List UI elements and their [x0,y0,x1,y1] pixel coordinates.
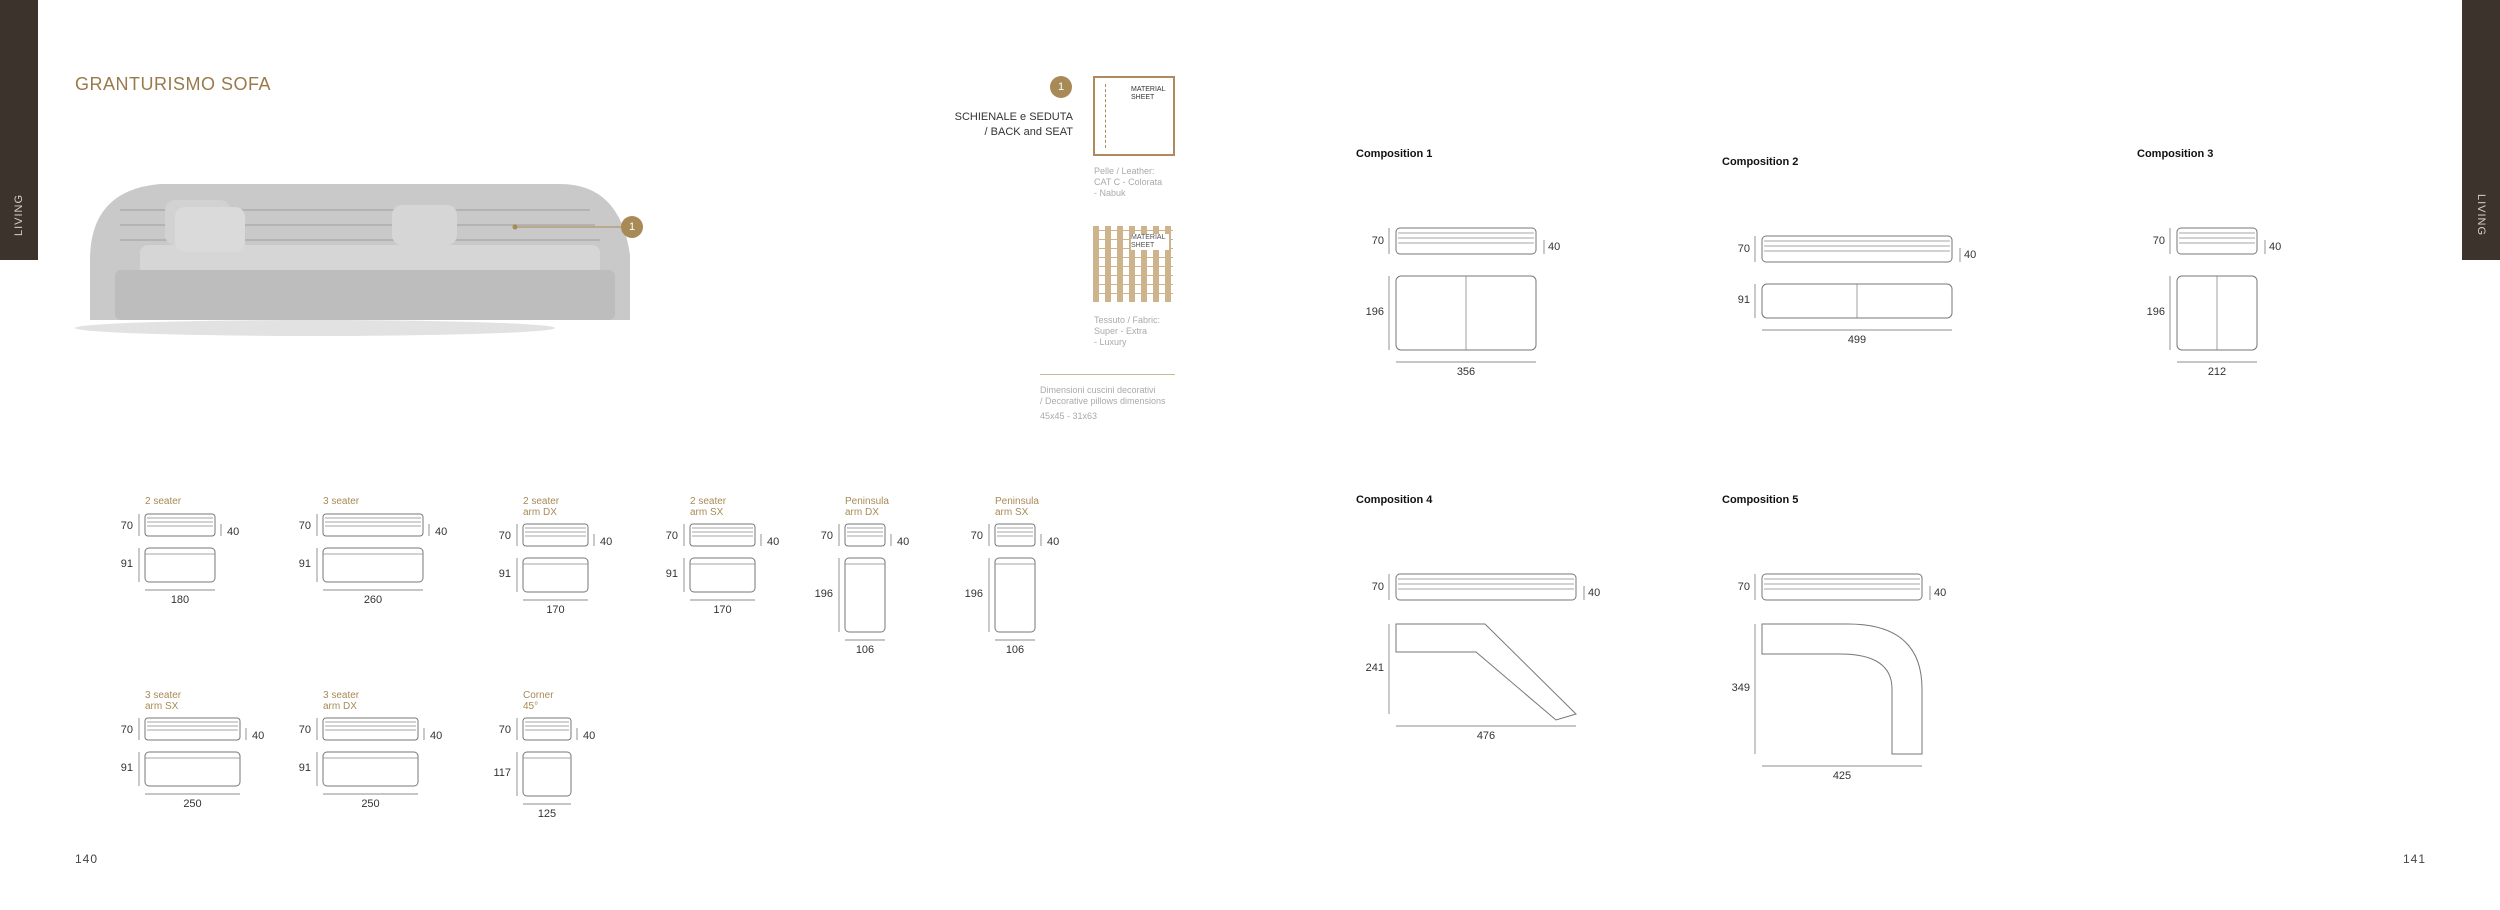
composition-title: Composition 1 [1356,148,1433,160]
module-name-line: Peninsula [845,496,889,507]
dim-seat: 40 [583,730,596,742]
dim-width: 170 [713,604,732,616]
composition-title: Composition 5 [1722,494,1799,506]
dim-seat: 40 [1964,249,1977,261]
dim-depth: 91 [665,568,678,580]
composition-drawing [1386,574,1606,774]
dim-depth: 196 [814,588,833,600]
dim-seat: 40 [600,536,613,548]
dim-width: 356 [1456,366,1476,378]
side-tab-label: LIVING [2475,193,2487,237]
composition-title: Composition 4 [1356,494,1433,506]
material-swatch-fabric[interactable] [1093,226,1173,302]
dim-height: 70 [498,530,511,542]
callout-label [955,110,1073,140]
dim-depth: 349 [1731,682,1750,694]
dim-seat: 40 [1588,587,1601,599]
material-sheet-label: MATERIAL SHEET [1131,234,1169,250]
dim-width: 425 [1832,770,1852,782]
module-name [145,690,181,712]
dim-width: 180 [170,594,190,606]
dim-depth: 91 [298,762,311,774]
side-tab-label: LIVING [13,193,25,237]
dim-width: 260 [363,594,383,606]
sofa-image [80,170,680,340]
module-name-line: 2 seater [523,496,560,507]
module-name [145,496,181,507]
dim-seat: 40 [1047,536,1060,548]
dim-depth: 91 [120,558,133,570]
module-name [690,496,726,518]
callout-label-line2: / BACK and SEAT [984,126,1073,138]
dim-width: 250 [183,798,202,810]
dim-depth: 91 [298,558,311,570]
dim-height: 70 [820,530,833,542]
dim-seat: 40 [435,526,448,538]
dim-seat: 40 [430,730,443,742]
dim-height: 70 [498,724,511,736]
module-name [323,690,359,712]
dim-seat: 40 [2269,241,2282,253]
side-tab-left [0,0,38,260]
dim-height: 70 [1371,235,1384,247]
dim-depth: 91 [120,762,133,774]
module-name-line: 2 seater [690,496,727,507]
dim-width: 170 [546,604,565,616]
dim-width: 125 [537,808,557,820]
material-caption-leather: Pelle / Leather: CAT C - Colorata - Nabuk [1094,166,1163,198]
module-name-line: arm SX [145,701,179,712]
material-caption-fabric: Tessuto / Fabric: Super - Extra - Luxury [1094,315,1161,347]
module-name-line: 2 seater [145,496,182,507]
composition-title: Composition 3 [2137,148,2214,160]
dim-width: 212 [2207,366,2227,378]
dim-depth: 91 [1737,294,1750,306]
module-name-line: arm SX [690,507,724,518]
dim-height: 70 [120,520,133,532]
dim-depth: 196 [2146,306,2165,318]
side-tab-right [2462,0,2500,260]
module-name-line: 3 seater [145,690,182,701]
dim-height: 70 [1737,581,1750,593]
module-name-line: arm DX [523,507,557,518]
module-name-line: 3 seater [323,690,360,701]
dim-seat: 40 [1548,241,1561,253]
dim-width: 106 [855,644,875,656]
composition-drawing [1752,236,1982,380]
dim-width: 476 [1476,730,1496,742]
dim-height: 70 [298,520,311,532]
module-name-line: 45° [523,701,539,712]
callout-badge-photo: 1 [621,216,643,238]
module-name-line: arm SX [995,507,1029,518]
dim-depth: 196 [1365,306,1384,318]
dim-width: 250 [361,798,380,810]
dim-height: 70 [665,530,678,542]
module-name-line: 3 seater [323,496,360,507]
dim-height: 70 [2152,235,2165,247]
callout-badge: 1 [1050,76,1072,98]
divider [1040,374,1175,375]
dim-height: 70 [1737,243,1750,255]
composition-title: Composition 2 [1722,156,1799,168]
composition-drawing [2167,228,2287,412]
module-name [523,496,559,518]
dim-width: 499 [1847,334,1867,346]
pillow-dimensions: Dimensioni cuscini decorativi / Decorative pillows dimensions 45x45 - 31x63 [1040,385,1166,421]
dim-seat: 40 [252,730,265,742]
composition-drawing [1386,228,1566,412]
module-drawing [315,514,455,628]
dim-height: 70 [298,724,311,736]
page-title: GRANTURISMO SOFA [75,74,272,94]
material-sheet-label: MATERIAL SHEET [1131,86,1166,101]
dim-depth: 117 [493,767,511,779]
dim-width: 106 [1005,644,1025,656]
dim-height: 70 [120,724,133,736]
dim-height: 70 [1371,581,1384,593]
module-name [323,496,359,507]
dim-depth: 241 [1365,662,1384,674]
module-name-line: Peninsula [995,496,1039,507]
dim-depth: 91 [498,568,511,580]
module-name [845,496,889,518]
dim-seat: 40 [897,536,910,548]
module-name-line: Corner [523,690,554,701]
callout-label-line1: SCHIENALE e SEDUTA [954,111,1073,123]
dim-seat: 40 [1934,587,1947,599]
page-number-left: 140 [75,852,99,866]
module-name [523,690,554,712]
dim-seat: 40 [767,536,780,548]
module-name [995,496,1039,518]
dim-depth: 196 [964,588,983,600]
dim-height: 70 [970,530,983,542]
module-name-line: arm DX [323,701,357,712]
material-swatch-leather[interactable] [1093,76,1175,156]
module-name-line: arm DX [845,507,879,518]
page-number-right: 141 [2403,852,2427,866]
dim-seat: 40 [227,526,240,538]
